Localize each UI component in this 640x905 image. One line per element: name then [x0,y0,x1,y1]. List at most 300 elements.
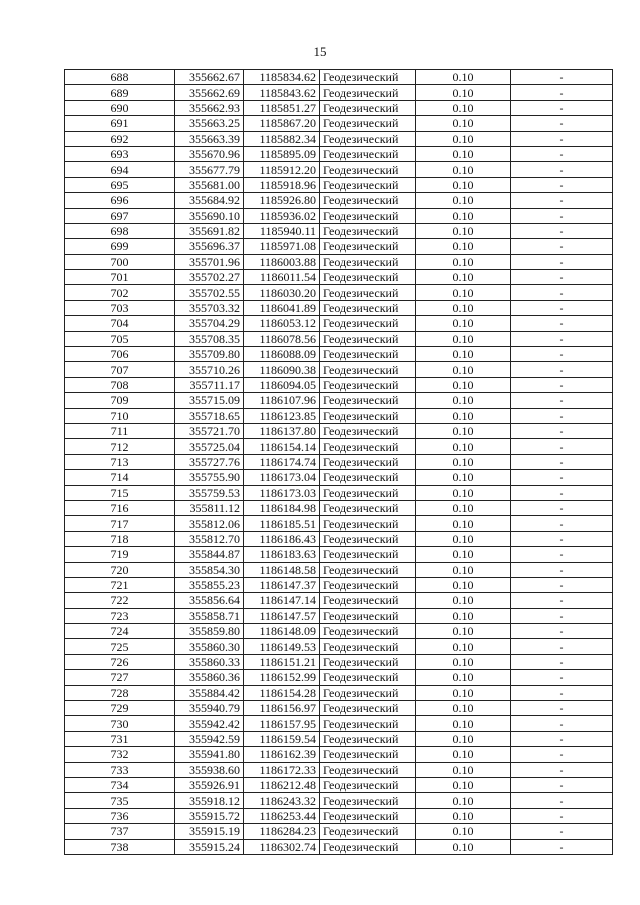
table-row [65,577,613,592]
x-coordinate-cell: 355942.42 [175,716,244,731]
accuracy-cell: 0.10 [416,531,511,546]
point-number-cell: 712 [65,439,175,454]
y-coordinate-cell: 1186243.32 [244,793,320,808]
note-cell: - [511,131,613,146]
table-row [65,808,613,823]
point-number-cell: 719 [65,547,175,562]
note-cell: - [511,824,613,839]
note-cell: - [511,162,613,177]
accuracy-cell: 0.10 [416,300,511,315]
accuracy-cell: 0.10 [416,577,511,592]
point-number-cell: 699 [65,239,175,254]
x-coordinate-cell: 355860.33 [175,654,244,669]
y-coordinate-cell: 1185940.11 [244,223,320,238]
y-coordinate-cell: 1185843.62 [244,85,320,100]
table-row [65,208,613,223]
accuracy-cell: 0.10 [416,393,511,408]
note-cell: - [511,347,613,362]
note-cell: - [511,608,613,623]
table-row [65,670,613,685]
method-cell: Геодезический [320,562,416,577]
method-cell: Геодезический [320,531,416,546]
point-number-cell: 738 [65,839,175,854]
method-cell: Геодезический [320,670,416,685]
x-coordinate-cell: 355710.26 [175,362,244,377]
method-cell: Геодезический [320,131,416,146]
y-coordinate-cell: 1186148.58 [244,562,320,577]
method-cell: Геодезический [320,716,416,731]
y-coordinate-cell: 1186173.03 [244,485,320,500]
x-coordinate-cell: 355915.24 [175,839,244,854]
note-cell: - [511,116,613,131]
y-coordinate-cell: 1186154.14 [244,439,320,454]
point-number-cell: 732 [65,747,175,762]
table-row [65,239,613,254]
accuracy-cell: 0.10 [416,239,511,254]
note-cell: - [511,639,613,654]
note-cell: - [511,208,613,223]
point-number-cell: 696 [65,193,175,208]
note-cell: - [511,516,613,531]
note-cell: - [511,777,613,792]
note-cell: - [511,654,613,669]
method-cell: Геодезический [320,193,416,208]
method-cell: Геодезический [320,824,416,839]
method-cell: Геодезический [320,100,416,115]
accuracy-cell: 0.10 [416,670,511,685]
coordinates-table-body [65,70,613,855]
table-row [65,223,613,238]
accuracy-cell: 0.10 [416,454,511,469]
method-cell: Геодезический [320,423,416,438]
x-coordinate-cell: 355708.35 [175,331,244,346]
y-coordinate-cell: 1186186.43 [244,531,320,546]
x-coordinate-cell: 355942.59 [175,731,244,746]
page-number: 15 [313,44,327,59]
x-coordinate-cell: 355715.09 [175,393,244,408]
note-cell: - [511,624,613,639]
table-row [65,685,613,700]
table-row [65,300,613,315]
accuracy-cell: 0.10 [416,839,511,854]
y-coordinate-cell: 1185971.08 [244,239,320,254]
accuracy-cell: 0.10 [416,347,511,362]
point-number-cell: 709 [65,393,175,408]
note-cell: - [511,470,613,485]
y-coordinate-cell: 1186284.23 [244,824,320,839]
accuracy-cell: 0.10 [416,762,511,777]
note-cell: - [511,547,613,562]
note-cell: - [511,839,613,854]
point-number-cell: 698 [65,223,175,238]
point-number-cell: 729 [65,701,175,716]
x-coordinate-cell: 355811.12 [175,500,244,515]
point-number-cell: 727 [65,670,175,685]
note-cell: - [511,531,613,546]
note-cell: - [511,423,613,438]
y-coordinate-cell: 1186183.63 [244,547,320,562]
y-coordinate-cell: 1185867.20 [244,116,320,131]
y-coordinate-cell: 1186253.44 [244,808,320,823]
note-cell: - [511,362,613,377]
method-cell: Геодезический [320,608,416,623]
x-coordinate-cell: 355859.80 [175,624,244,639]
method-cell: Геодезический [320,162,416,177]
point-number-cell: 737 [65,824,175,839]
method-cell: Геодезический [320,408,416,423]
note-cell: - [511,701,613,716]
accuracy-cell: 0.10 [416,716,511,731]
accuracy-cell: 0.10 [416,177,511,192]
note-cell: - [511,500,613,515]
accuracy-cell: 0.10 [416,777,511,792]
note-cell: - [511,439,613,454]
table-row [65,116,613,131]
method-cell: Геодезический [320,208,416,223]
y-coordinate-cell: 1186148.09 [244,624,320,639]
method-cell: Геодезический [320,762,416,777]
table-row [65,70,613,85]
point-number-cell: 721 [65,577,175,592]
method-cell: Геодезический [320,316,416,331]
x-coordinate-cell: 355690.10 [175,208,244,223]
note-cell: - [511,223,613,238]
table-row [65,439,613,454]
method-cell: Геодезический [320,639,416,654]
x-coordinate-cell: 355701.96 [175,254,244,269]
point-number-cell: 724 [65,624,175,639]
method-cell: Геодезический [320,547,416,562]
note-cell: - [511,485,613,500]
x-coordinate-cell: 355759.53 [175,485,244,500]
point-number-cell: 693 [65,146,175,161]
accuracy-cell: 0.10 [416,562,511,577]
point-number-cell: 723 [65,608,175,623]
y-coordinate-cell: 1186159.54 [244,731,320,746]
accuracy-cell: 0.10 [416,162,511,177]
table-row [65,716,613,731]
note-cell: - [511,193,613,208]
x-coordinate-cell: 355670.96 [175,146,244,161]
note-cell: - [511,408,613,423]
x-coordinate-cell: 355718.65 [175,408,244,423]
x-coordinate-cell: 355884.42 [175,685,244,700]
y-coordinate-cell: 1186107.96 [244,393,320,408]
point-number-cell: 725 [65,639,175,654]
accuracy-cell: 0.10 [416,439,511,454]
point-number-cell: 694 [65,162,175,177]
note-cell: - [511,285,613,300]
x-coordinate-cell: 355725.04 [175,439,244,454]
table-row [65,654,613,669]
note-cell: - [511,270,613,285]
table-row [65,793,613,808]
note-cell: - [511,562,613,577]
y-coordinate-cell: 1186030.20 [244,285,320,300]
method-cell: Геодезический [320,470,416,485]
note-cell: - [511,300,613,315]
method-cell: Геодезический [320,239,416,254]
accuracy-cell: 0.10 [416,223,511,238]
table-row [65,100,613,115]
accuracy-cell: 0.10 [416,70,511,85]
coordinates-table [64,69,613,855]
accuracy-cell: 0.10 [416,624,511,639]
accuracy-cell: 0.10 [416,500,511,515]
table-row [65,485,613,500]
x-coordinate-cell: 355662.67 [175,70,244,85]
x-coordinate-cell: 355812.70 [175,531,244,546]
y-coordinate-cell: 1186078.56 [244,331,320,346]
method-cell: Геодезический [320,285,416,300]
x-coordinate-cell: 355860.30 [175,639,244,654]
x-coordinate-cell: 355856.64 [175,593,244,608]
y-coordinate-cell: 1186094.05 [244,377,320,392]
method-cell: Геодезический [320,577,416,592]
note-cell: - [511,793,613,808]
accuracy-cell: 0.10 [416,701,511,716]
method-cell: Геодезический [320,85,416,100]
y-coordinate-cell: 1186185.51 [244,516,320,531]
note-cell: - [511,85,613,100]
point-number-cell: 717 [65,516,175,531]
y-coordinate-cell: 1186173.04 [244,470,320,485]
accuracy-cell: 0.10 [416,423,511,438]
table-row [65,762,613,777]
method-cell: Геодезический [320,439,416,454]
x-coordinate-cell: 355854.30 [175,562,244,577]
method-cell: Геодезический [320,747,416,762]
table-row [65,393,613,408]
point-number-cell: 710 [65,408,175,423]
accuracy-cell: 0.10 [416,516,511,531]
table-row [65,162,613,177]
accuracy-cell: 0.10 [416,193,511,208]
y-coordinate-cell: 1186041.89 [244,300,320,315]
table-row [65,593,613,608]
point-number-cell: 730 [65,716,175,731]
method-cell: Геодезический [320,808,416,823]
table-row [65,146,613,161]
x-coordinate-cell: 355681.00 [175,177,244,192]
x-coordinate-cell: 355662.93 [175,100,244,115]
table-row [65,377,613,392]
accuracy-cell: 0.10 [416,362,511,377]
method-cell: Геодезический [320,516,416,531]
point-number-cell: 718 [65,531,175,546]
x-coordinate-cell: 355844.87 [175,547,244,562]
y-coordinate-cell: 1186174.74 [244,454,320,469]
method-cell: Геодезический [320,777,416,792]
table-row [65,423,613,438]
table-row [65,531,613,546]
y-coordinate-cell: 1185918.96 [244,177,320,192]
point-number-cell: 708 [65,377,175,392]
note-cell: - [511,177,613,192]
x-coordinate-cell: 355709.80 [175,347,244,362]
table-row [65,639,613,654]
note-cell: - [511,670,613,685]
x-coordinate-cell: 355662.69 [175,85,244,100]
accuracy-cell: 0.10 [416,593,511,608]
x-coordinate-cell: 355677.79 [175,162,244,177]
method-cell: Геодезический [320,116,416,131]
x-coordinate-cell: 355711.17 [175,377,244,392]
y-coordinate-cell: 1186212.48 [244,777,320,792]
y-coordinate-cell: 1185926.80 [244,193,320,208]
x-coordinate-cell: 355940.79 [175,701,244,716]
y-coordinate-cell: 1186156.97 [244,701,320,716]
y-coordinate-cell: 1186172.33 [244,762,320,777]
x-coordinate-cell: 355663.39 [175,131,244,146]
accuracy-cell: 0.10 [416,747,511,762]
x-coordinate-cell: 355702.55 [175,285,244,300]
method-cell: Геодезический [320,500,416,515]
table-row [65,408,613,423]
table-row [65,777,613,792]
table-row [65,347,613,362]
point-number-cell: 715 [65,485,175,500]
method-cell: Геодезический [320,654,416,669]
point-number-cell: 691 [65,116,175,131]
y-coordinate-cell: 1186152.99 [244,670,320,685]
y-coordinate-cell: 1186147.57 [244,608,320,623]
note-cell: - [511,331,613,346]
x-coordinate-cell: 355702.27 [175,270,244,285]
point-number-cell: 731 [65,731,175,746]
method-cell: Геодезический [320,839,416,854]
point-number-cell: 704 [65,316,175,331]
table-row [65,516,613,531]
accuracy-cell: 0.10 [416,131,511,146]
y-coordinate-cell: 1186123.85 [244,408,320,423]
table-row [65,500,613,515]
note-cell: - [511,70,613,85]
x-coordinate-cell: 355860.36 [175,670,244,685]
note-cell: - [511,377,613,392]
y-coordinate-cell: 1186147.14 [244,593,320,608]
method-cell: Геодезический [320,331,416,346]
x-coordinate-cell: 355926.91 [175,777,244,792]
accuracy-cell: 0.10 [416,485,511,500]
y-coordinate-cell: 1186053.12 [244,316,320,331]
method-cell: Геодезический [320,485,416,500]
point-number-cell: 714 [65,470,175,485]
accuracy-cell: 0.10 [416,270,511,285]
accuracy-cell: 0.10 [416,316,511,331]
point-number-cell: 692 [65,131,175,146]
point-number-cell: 690 [65,100,175,115]
y-coordinate-cell: 1185834.62 [244,70,320,85]
accuracy-cell: 0.10 [416,116,511,131]
note-cell: - [511,239,613,254]
point-number-cell: 716 [65,500,175,515]
accuracy-cell: 0.10 [416,608,511,623]
note-cell: - [511,808,613,823]
method-cell: Геодезический [320,377,416,392]
accuracy-cell: 0.10 [416,547,511,562]
y-coordinate-cell: 1185895.09 [244,146,320,161]
x-coordinate-cell: 355941.80 [175,747,244,762]
table-row [65,131,613,146]
note-cell: - [511,747,613,762]
y-coordinate-cell: 1185851.27 [244,100,320,115]
y-coordinate-cell: 1186088.09 [244,347,320,362]
point-number-cell: 728 [65,685,175,700]
x-coordinate-cell: 355858.71 [175,608,244,623]
accuracy-cell: 0.10 [416,377,511,392]
point-number-cell: 711 [65,423,175,438]
x-coordinate-cell: 355721.70 [175,423,244,438]
accuracy-cell: 0.10 [416,808,511,823]
method-cell: Геодезический [320,254,416,269]
x-coordinate-cell: 355938.60 [175,762,244,777]
x-coordinate-cell: 355918.12 [175,793,244,808]
table-row [65,562,613,577]
accuracy-cell: 0.10 [416,146,511,161]
y-coordinate-cell: 1186149.53 [244,639,320,654]
y-coordinate-cell: 1186137.80 [244,423,320,438]
y-coordinate-cell: 1186184.98 [244,500,320,515]
point-number-cell: 688 [65,70,175,85]
y-coordinate-cell: 1185882.34 [244,131,320,146]
x-coordinate-cell: 355704.29 [175,316,244,331]
y-coordinate-cell: 1186090.38 [244,362,320,377]
y-coordinate-cell: 1185936.02 [244,208,320,223]
table-row [65,177,613,192]
accuracy-cell: 0.10 [416,639,511,654]
table-row [65,547,613,562]
point-number-cell: 701 [65,270,175,285]
table-row [65,85,613,100]
note-cell: - [511,593,613,608]
y-coordinate-cell: 1186147.37 [244,577,320,592]
table-row [65,624,613,639]
point-number-cell: 720 [65,562,175,577]
x-coordinate-cell: 355812.06 [175,516,244,531]
note-cell: - [511,716,613,731]
point-number-cell: 689 [65,85,175,100]
method-cell: Геодезический [320,454,416,469]
y-coordinate-cell: 1186151.21 [244,654,320,669]
method-cell: Геодезический [320,685,416,700]
method-cell: Геодезический [320,223,416,238]
y-coordinate-cell: 1186154.28 [244,685,320,700]
point-number-cell: 713 [65,454,175,469]
accuracy-cell: 0.10 [416,685,511,700]
point-number-cell: 707 [65,362,175,377]
table-row [65,454,613,469]
x-coordinate-cell: 355684.92 [175,193,244,208]
method-cell: Геодезический [320,793,416,808]
accuracy-cell: 0.10 [416,85,511,100]
point-number-cell: 697 [65,208,175,223]
table-row [65,701,613,716]
y-coordinate-cell: 1185912.20 [244,162,320,177]
point-number-cell: 700 [65,254,175,269]
method-cell: Геодезический [320,731,416,746]
method-cell: Геодезический [320,393,416,408]
method-cell: Геодезический [320,347,416,362]
x-coordinate-cell: 355703.32 [175,300,244,315]
accuracy-cell: 0.10 [416,100,511,115]
note-cell: - [511,254,613,269]
point-number-cell: 736 [65,808,175,823]
accuracy-cell: 0.10 [416,408,511,423]
x-coordinate-cell: 355915.19 [175,824,244,839]
table-row [65,331,613,346]
note-cell: - [511,762,613,777]
